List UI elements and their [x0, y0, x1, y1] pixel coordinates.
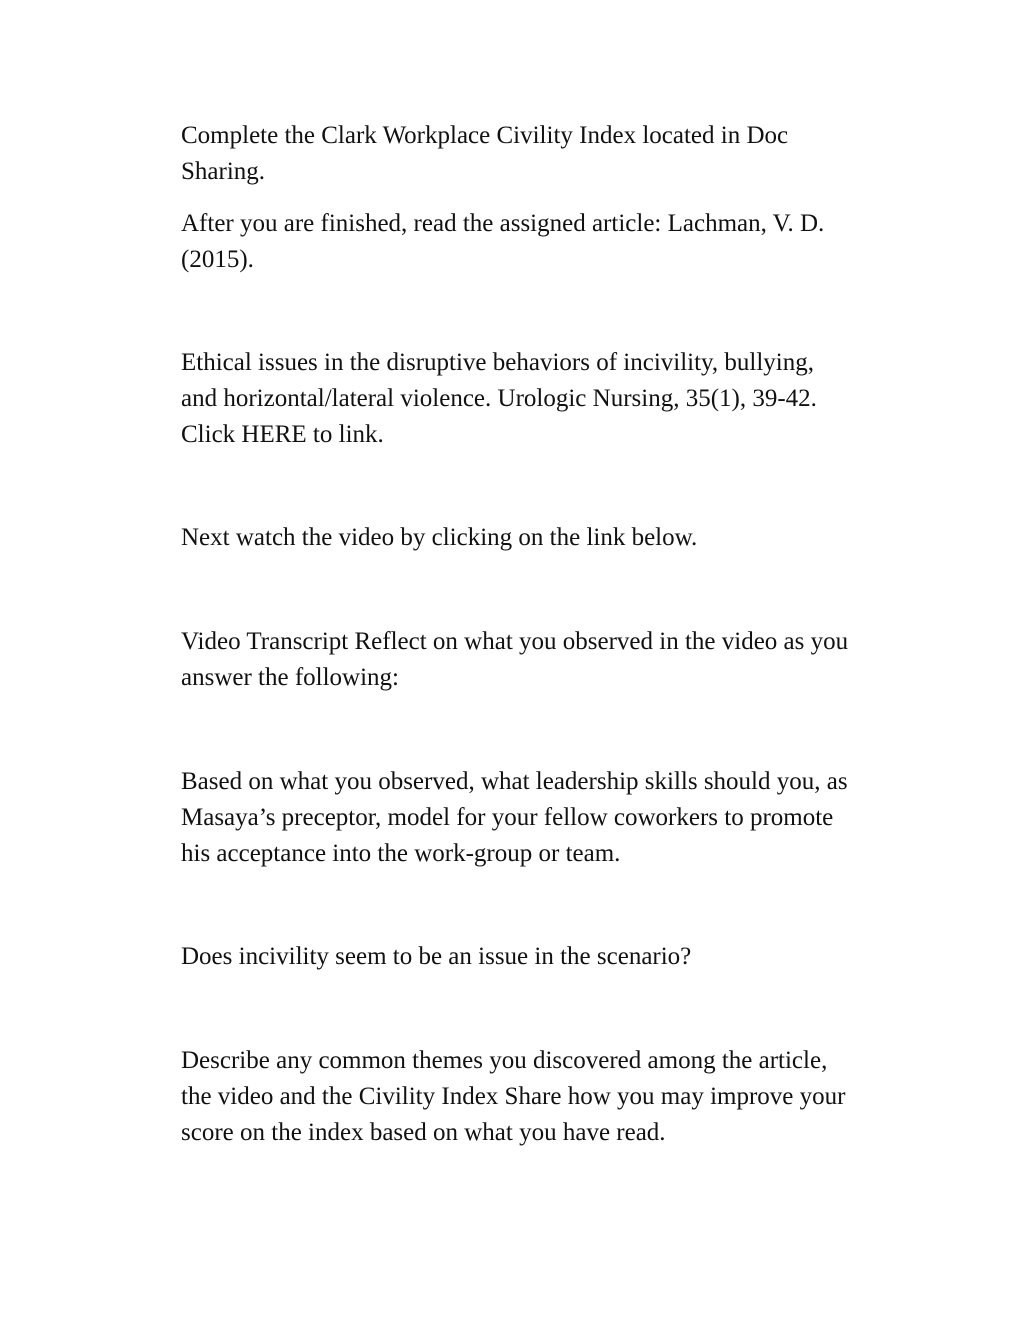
text-line: Based on what you observed, what leadership skills should you, as — [181, 768, 848, 795]
paragraph-incivility-question — [181, 939, 921, 975]
text-line: Masaya’s preceptor, model for your fellow coworkers to promote — [181, 804, 834, 831]
text-line: Describe any common themes you discovered among the article, — [181, 1047, 828, 1074]
paragraph-common-themes-question — [181, 1043, 921, 1151]
text-line: Complete the Clark Workplace Civility Index located in Doc — [181, 122, 789, 149]
paragraph-complete-civility-index — [181, 118, 921, 190]
text-line: Does incivility seem to be an issue in the scenario? — [181, 943, 692, 970]
text-line: his acceptance into the work-group or team. — [181, 840, 621, 867]
text-line: score on the index based on what you have read. — [181, 1119, 666, 1146]
paragraph-read-article — [181, 206, 921, 278]
text-line: Next watch the video by clicking on the link below. — [181, 524, 698, 551]
paragraph-leadership-question — [181, 764, 921, 872]
text-line: After you are finished, read the assigned article: Lachman, V. D. — [181, 210, 825, 237]
text-line: (2015). — [181, 246, 254, 273]
text-line: Ethical issues in the disruptive behaviors of incivility, bullying, — [181, 349, 815, 376]
paragraph-video-transcript — [181, 624, 921, 696]
text-line: answer the following: — [181, 664, 400, 691]
paragraph-article-citation — [181, 345, 921, 453]
paragraph-watch-video — [181, 520, 921, 556]
text-line: the video and the Civility Index Share how you may improve your — [181, 1083, 846, 1110]
text-line: Video Transcript Reflect on what you observed in the video as you — [181, 628, 849, 655]
text-line: and horizontal/lateral violence. Urologic Nursing, 35(1), 39-42. — [181, 385, 817, 412]
text-line: Sharing. — [181, 158, 266, 185]
text-line: Click HERE to link. — [181, 421, 384, 448]
